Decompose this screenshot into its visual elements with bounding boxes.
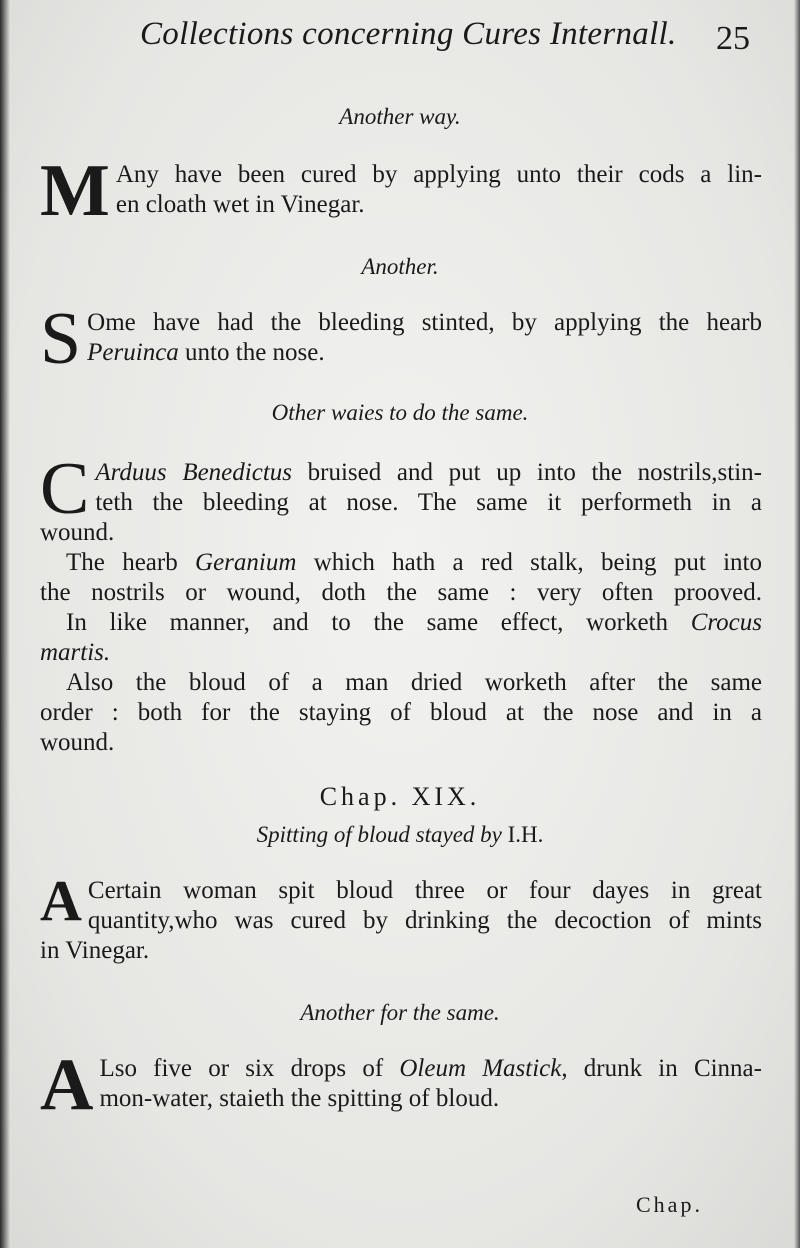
subheading-another: Another. [361, 254, 439, 279]
text-line [40, 338, 762, 368]
text-line: en cloath wet in Vinegar. [115, 191, 365, 218]
paragraph-carduus [40, 448, 762, 758]
paragraph-peruinca [40, 298, 762, 380]
page-number: 25 [716, 20, 750, 57]
paragraph-woman-spit-bloud [40, 868, 762, 966]
drop-cap: C [40, 448, 90, 530]
text-line: the nostrils or wound, doth the same : very often prooved. [40, 579, 762, 606]
drop-cap: A [40, 1044, 94, 1126]
latin-term: Crocus [690, 609, 762, 636]
text-line: Also the bloud of a man dried worketh after the same [66, 669, 762, 696]
catchword: Chap. [636, 1192, 703, 1217]
text-run: bruised and put up into the nostrils,stin- [292, 459, 762, 486]
text-line: teth the bleeding at nose. The same it performeth in a [95, 489, 762, 516]
text-line [40, 1054, 762, 1084]
text-run: which hath a red stalk, being put into [296, 549, 762, 576]
text-line: quantity,who was cured by drinking the decoction of mints [87, 907, 762, 934]
page-shadow-left [0, 0, 10, 1248]
text-line: Any have been cured by applying unto their cods a lin- [115, 161, 762, 188]
subtitle-italic: Spitting of bloud stayed by [256, 822, 502, 847]
subtitle-initials: I.H. [501, 822, 544, 847]
paragraph-oleum-mastick [40, 1044, 762, 1126]
text-run: , drunk in Cinna- [561, 1055, 762, 1082]
text-line [40, 548, 762, 578]
drop-cap: M [40, 150, 110, 232]
text-line [40, 608, 762, 638]
text-line [40, 458, 762, 488]
drop-cap: S [40, 298, 82, 380]
latin-term: Oleum Mastick [399, 1055, 562, 1082]
paragraph-cods [40, 150, 762, 232]
subheading-other-waies: Other waies to do the same. [271, 400, 529, 425]
text-run: The hearb [66, 549, 196, 576]
page-shadow-right [794, 0, 800, 1248]
running-head: Collections concerning Cures Internall. [140, 16, 677, 52]
text-line: Certain woman spit bloud three or four dayes in great [87, 877, 762, 904]
subheading-another-way: Another way. [339, 104, 461, 129]
text-line: wound. [40, 729, 115, 756]
subheading-another-for-the-same: Another for the same. [300, 1000, 500, 1025]
text-run: Lso five or six drops of [99, 1055, 400, 1082]
text-run: In like manner, and to the same effect, worketh [66, 609, 691, 636]
text-line: in Vinegar. [40, 937, 150, 964]
chapter-title: Chap. XIX. [319, 782, 481, 811]
latin-term: Arduus Benedictus [95, 459, 292, 486]
latin-term: martis. [40, 639, 111, 666]
text-line: Ome have had the bleeding stinted, by applying the hearb [87, 309, 762, 336]
latin-term: Geranium [195, 549, 297, 576]
drop-cap: A [40, 868, 82, 933]
text-line: wound. [40, 519, 115, 546]
text-run: unto the nose. [178, 339, 325, 366]
text-line: mon-water, staieth the spitting of bloud. [99, 1085, 500, 1112]
text-line: order : both for the staying of bloud at the nose and in a [40, 699, 762, 726]
latin-term: Peruinca [87, 339, 179, 366]
chapter-subtitle [40, 822, 760, 848]
